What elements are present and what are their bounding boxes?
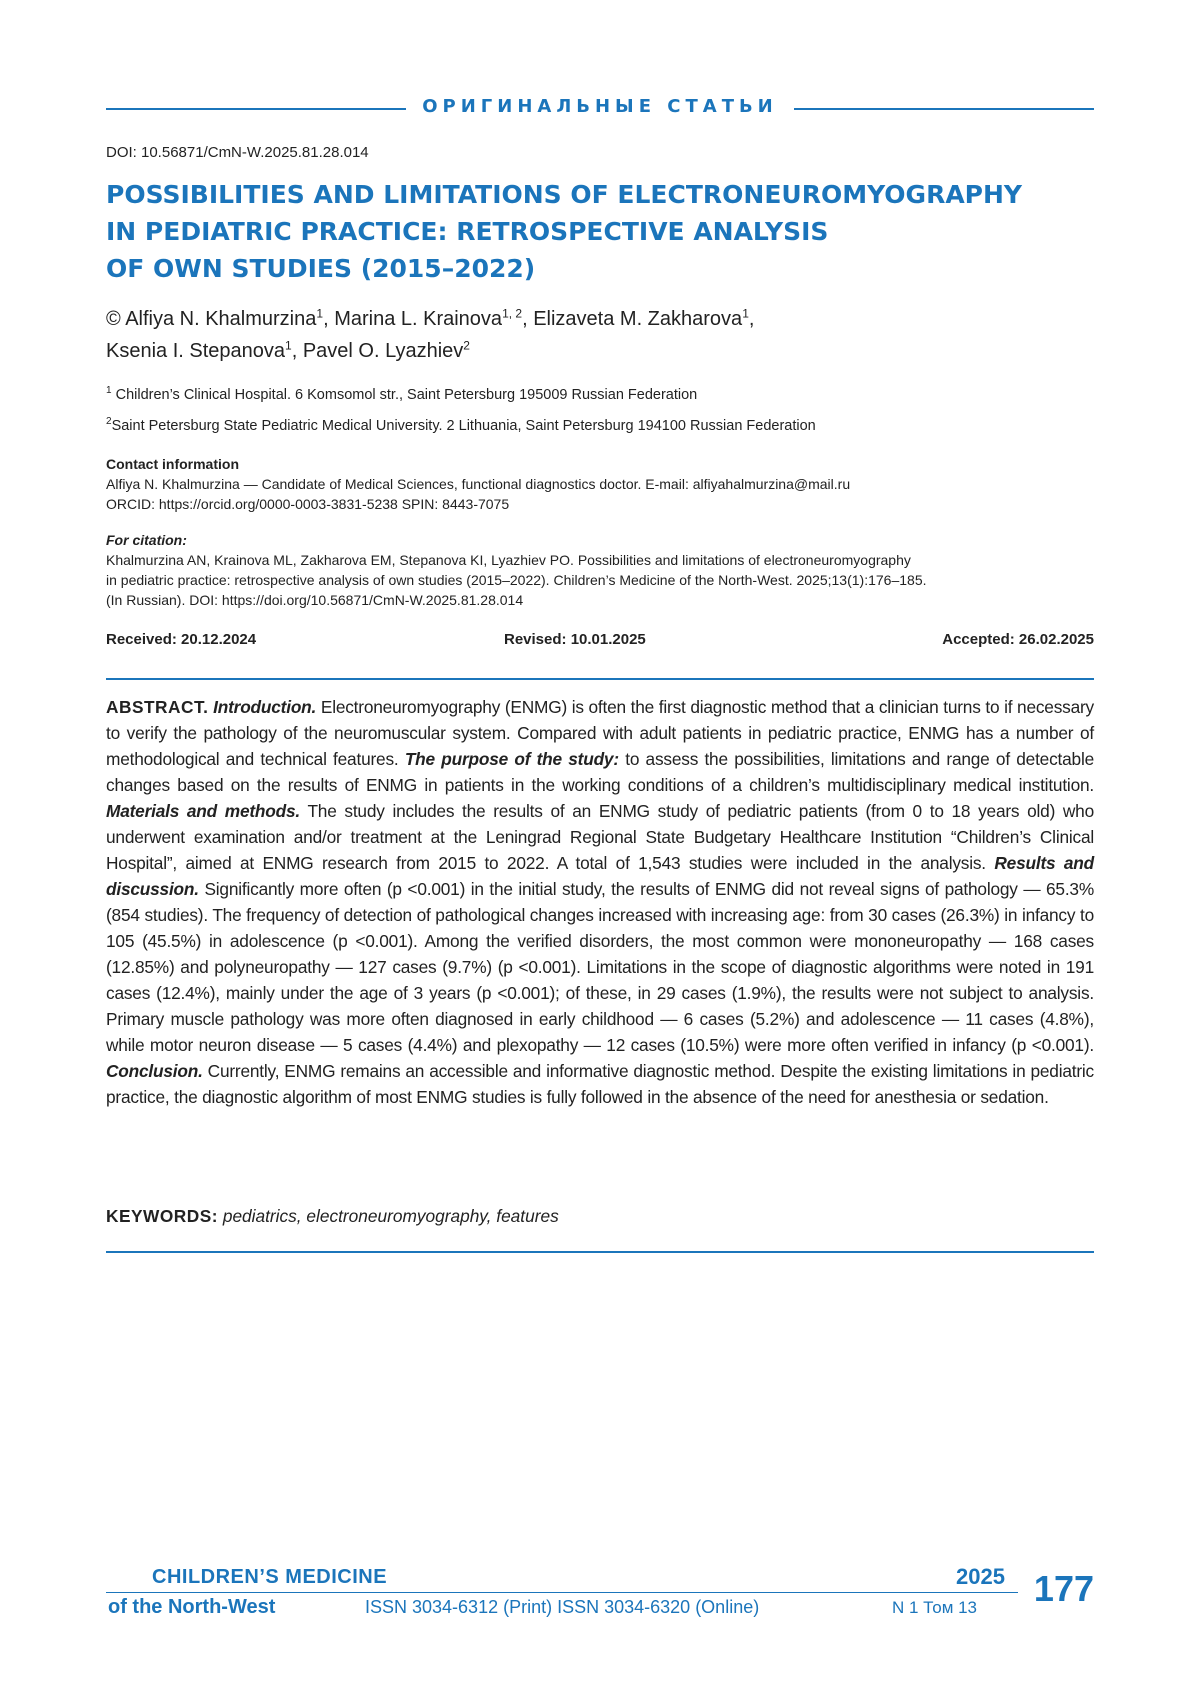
author-affiliation-ref: 1 <box>285 338 292 353</box>
abstract-conclusion: Currently, ENMG remains an accessible and informative diagnostic method. Despite the existing limitations in pediatric practice, the diagnostic algorithm of most ENMG studies is fully followed in the absence of the need for anesthesia or sedation. <box>106 1061 1094 1107</box>
affiliation-number: 2 <box>106 416 112 428</box>
citation-line: in pediatric practice: retrospective analysis of own studies (2015–2022). Children’s Medicine of the North-West. 2025;13(1):176–185. <box>106 572 927 588</box>
author-affiliation-ref: 2 <box>463 338 470 353</box>
author-list <box>106 303 1094 367</box>
divider-bottom <box>106 1251 1094 1253</box>
author-separator: , <box>323 308 335 330</box>
affiliation-text: Saint Petersburg State Pediatric Medical University. 2 Lithuania, Saint Petersburg 194100 Russian Federation <box>111 418 816 434</box>
issue-year: 2025 <box>956 1564 1005 1589</box>
page-number: 177 <box>1033 1568 1094 1609</box>
affiliation-text: Children’s Clinical Hospital. 6 Komsomol str., Saint Petersburg 195009 Russian Federation <box>111 387 698 403</box>
author-separator: , <box>748 308 755 330</box>
affiliation-number: 1 <box>106 385 112 397</box>
author-affiliation-ref: 1, 2 <box>502 306 523 321</box>
issn: ISSN 3034-6312 (Print) ISSN 3034-6320 (Online) <box>365 1597 760 1617</box>
author-name: Marina L. Krainova <box>334 308 503 330</box>
title-line: OF OWN STUDIES (2015–2022) <box>106 254 536 283</box>
citation-heading: For citation: <box>106 532 187 548</box>
contact-line[interactable]: Alfiya N. Khalmurzina — Candidate of Medical Sciences, functional diagnostics doctor. E-mail: alfiyahalmurzina@mail.ru <box>106 476 851 492</box>
author-line <box>106 335 1094 367</box>
page-footer <box>106 1560 1094 1630</box>
author-name: Pavel O. Lyazhiev <box>302 340 464 362</box>
contact-information <box>106 454 1094 514</box>
author-separator: , <box>522 308 534 330</box>
citation-line: Khalmurzina AN, Krainova ML, Zakharova EM, Stepanova KI, Lyazhiev PO. Possibilities and limitations of electroneuromyography <box>106 552 911 568</box>
received-date: Received: 20.12.2024 <box>106 631 257 648</box>
abstract-methods-heading: Materials and methods. <box>106 801 300 821</box>
journal-name-subtitle: of the North-West <box>108 1596 276 1618</box>
issue-number: N 1 Том 13 <box>892 1598 978 1617</box>
abstract-label: ABSTRACT. <box>106 697 209 717</box>
contact-heading: Contact information <box>106 456 239 472</box>
author-name: Ksenia I. Stepanova <box>106 340 286 362</box>
section-divider-right <box>794 108 1094 110</box>
article-title <box>106 176 1094 287</box>
affiliation-1 <box>106 387 697 403</box>
author-affiliation-ref: 1 <box>742 306 749 321</box>
journal-name: CHILDREN’S MEDICINE <box>152 1566 388 1588</box>
keywords <box>106 1206 1094 1227</box>
abstract-purpose: to assess the possibilities, limitations and range of detectable changes based on the results of ENMG in patients in the working conditions of a children’s multidisciplinary medical institution. <box>106 749 1094 795</box>
section-header <box>106 96 1094 122</box>
citation-block <box>106 530 1094 610</box>
abstract-conclusion-heading: Conclusion. <box>106 1061 203 1081</box>
abstract-methods: The study includes the results of an ENMG study of pediatric patients (from 0 to 18 years old) who underwent examination and/or treatment at the Leningrad Regional State Budgetary Healthcare Institution “Children’s Clinical Hospital”, aimed at ENMG research from 2015 to 2022. A total of 1,543 studies were included in the analysis. <box>106 801 1094 873</box>
abstract <box>106 694 1094 1110</box>
article-dates <box>106 631 1094 651</box>
accepted-date: Accepted: 26.02.2025 <box>942 631 1094 648</box>
section-label: ОРИГИНАЛЬНЫЕ СТАТЬИ <box>422 96 778 117</box>
abstract-intro-heading: Introduction. <box>213 697 317 717</box>
title-line: IN PEDIATRIC PRACTICE: RETROSPECTIVE ANALYSIS <box>106 217 829 246</box>
abstract-results: Significantly more often (p <0.001) in the initial study, the results of ENMG did not reveal signs of pathology — 65.3% (854 studies). The frequency of detection of pathological changes increased with increasing age: from 30 cases (26.3%) in infancy to 105 (45.5%) in adolescence (p <0.001). Among the verified disorders, the most common were mononeuropathy — 168 cases (12.85%) and polyneuropathy — 127 cases (9.7%) (p <0.001). Limitations in the scope of diagnostic algorithms were noted in 191 cases (12.4%), mainly under the age of 3 years (p <0.001); of these, in 29 cases (1.9%), the results were not subject to analysis. Primary muscle pathology was more often diagnosed in early childhood — 6 cases (5.2%) and adolescence — 11 cases (4.8%), while motor neuron disease — 5 cases (4.4%) and plexopathy — 12 cases (10.5%) were more often verified in infancy (p <0.001). <box>106 879 1094 1055</box>
revised-date: Revised: 10.01.2025 <box>504 631 646 648</box>
abstract-intro: Electroneuromyography (ENMG) is often the first diagnostic method that a clinician turns to if necessary to verify the pathology of the neuromuscular system. Compared with adult patients in pediatric practice, ENMG has a number of methodological and technical features. <box>106 697 1094 769</box>
footer-divider <box>106 1592 1018 1593</box>
citation-line[interactable]: (In Russian). DOI: https://doi.org/10.56871/CmN-W.2025.81.28.014 <box>106 592 524 608</box>
author-name: © Alfiya N. Khalmurzina <box>106 308 317 330</box>
title-line: POSSIBILITIES AND LIMITATIONS OF ELECTRONEUROMYOGRAPHY <box>106 180 1023 209</box>
abstract-results-heading: Results and discussion. <box>106 853 1095 899</box>
keywords-label: KEYWORDS: <box>106 1206 219 1226</box>
keywords-text: pediatrics, electroneuromyography, features <box>218 1206 559 1226</box>
contact-orcid-line[interactable]: ORCID: https://orcid.org/0000-0003-3831-5238 SPIN: 8443-7075 <box>106 496 510 512</box>
doi[interactable]: DOI: 10.56871/CmN-W.2025.81.28.014 <box>106 144 369 161</box>
affiliation-2 <box>106 418 816 434</box>
author-name: Elizaveta M. Zakharova <box>533 308 743 330</box>
author-line <box>106 303 1094 335</box>
divider-top <box>106 678 1094 680</box>
author-separator: , <box>291 340 303 362</box>
author-affiliation-ref: 1 <box>316 306 324 321</box>
abstract-purpose-heading: The purpose of the study: <box>404 749 619 769</box>
